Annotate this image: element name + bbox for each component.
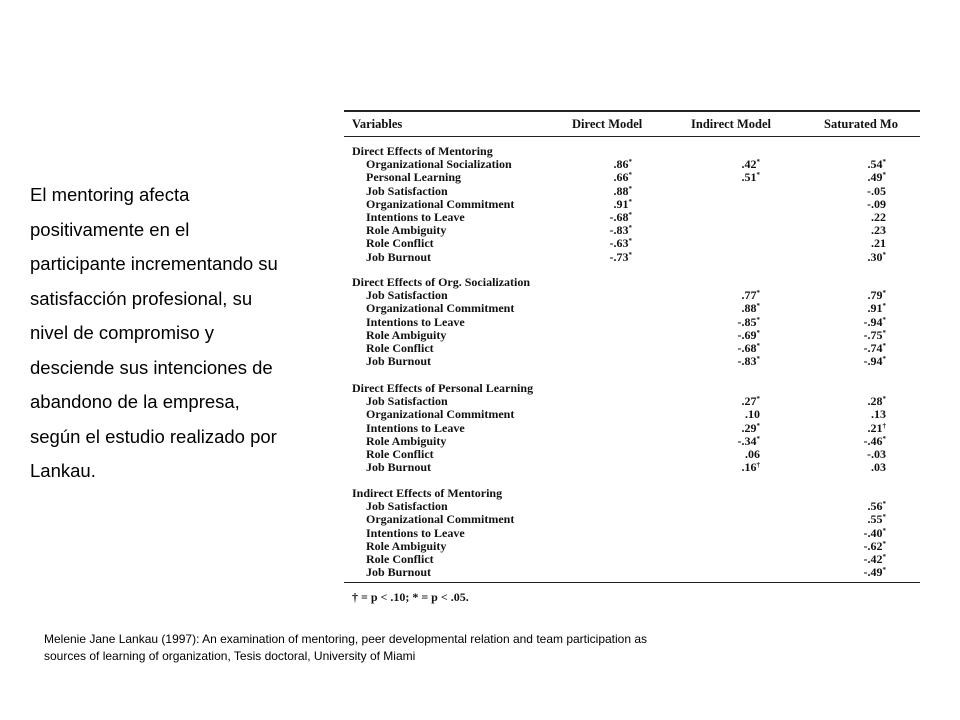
- significance-mark: *: [756, 289, 760, 298]
- cell-saturated: [836, 565, 886, 580]
- cell-saturated: [836, 354, 886, 369]
- table-row: [344, 512, 920, 525]
- row-label: Role Conflict: [366, 552, 434, 566]
- body-text-line: Lankau.: [30, 460, 96, 481]
- table-row: [344, 288, 920, 301]
- table-row: [344, 250, 920, 263]
- cell-value: -.40: [863, 525, 883, 540]
- row-label: Organizational Commitment: [366, 196, 515, 211]
- cell-value: .79: [867, 288, 883, 303]
- row-label: Intentions to Leave: [366, 314, 465, 329]
- significance-mark: *: [882, 158, 886, 167]
- row-label: Role Conflict: [366, 341, 434, 355]
- row-label: Organizational Commitment: [366, 407, 515, 422]
- results-table: [344, 100, 920, 606]
- table-row: [344, 421, 920, 434]
- significance-mark: *: [756, 434, 760, 443]
- row-label: Job Burnout: [366, 249, 432, 264]
- cell-value: .91: [867, 301, 883, 316]
- table-row: [344, 565, 920, 578]
- cell-value: .29: [741, 420, 757, 435]
- cell-value: -.68: [609, 210, 629, 224]
- cell-value: .86: [613, 157, 629, 172]
- table-row: [344, 539, 920, 552]
- section-title: [344, 275, 920, 288]
- row-label: Job Satisfaction: [366, 394, 448, 409]
- significance-mark: *: [882, 171, 886, 180]
- significance-mark: *: [628, 158, 632, 167]
- header-variables: Variables: [352, 117, 403, 131]
- significance-mark: *: [628, 237, 632, 246]
- row-label: Job Burnout: [366, 460, 432, 475]
- cell-value: -.94: [863, 314, 883, 329]
- table-top-rule: [344, 110, 920, 112]
- row-label: Role Conflict: [366, 236, 434, 251]
- cell-value: .54: [867, 157, 883, 172]
- table-row: [344, 460, 920, 473]
- significance-mark: *: [628, 250, 632, 259]
- cell-value: .88: [741, 301, 757, 316]
- significance-mark: †: [756, 461, 760, 470]
- cell-value: -.49: [863, 565, 883, 580]
- significance-mark: *: [882, 539, 886, 548]
- table-row: [344, 301, 920, 314]
- table-row: [344, 354, 920, 367]
- body-text-line: El mentoring afecta: [30, 184, 190, 205]
- cell-value: -.05: [867, 183, 886, 198]
- table-bottom-rule: [344, 582, 920, 583]
- cell-value: -.46: [863, 433, 883, 448]
- cell-value: -.62: [863, 538, 883, 553]
- cell-value: .13: [871, 407, 886, 422]
- cell-value: .21: [871, 236, 886, 251]
- cell-value: .16: [741, 460, 757, 475]
- cell-value: .51: [741, 170, 757, 185]
- section-title-text: Indirect Effects of Mentoring: [352, 486, 503, 500]
- cell-indirect: [710, 460, 760, 475]
- table-row: [344, 170, 920, 183]
- body-text-line: abandono de la empresa,: [30, 391, 240, 412]
- section-title: [344, 486, 920, 499]
- table-footnote: † = p < .10; * = p < .05.: [352, 590, 469, 604]
- table-row: [344, 499, 920, 512]
- cell-value: .22: [871, 210, 886, 224]
- significance-mark: *: [882, 566, 886, 575]
- table-row: [344, 341, 920, 354]
- row-label: Job Burnout: [366, 565, 432, 580]
- body-text-line: según el estudio realizado por: [30, 425, 277, 447]
- cell-value: -.34: [737, 433, 757, 448]
- significance-mark: *: [882, 526, 886, 535]
- significance-mark: *: [628, 197, 632, 206]
- row-label: Role Conflict: [366, 447, 434, 461]
- table-row: [344, 157, 920, 170]
- cell-value: .91: [613, 196, 629, 211]
- row-label: Intentions to Leave: [366, 420, 465, 435]
- significance-mark: *: [882, 342, 886, 350]
- citation: [44, 631, 924, 665]
- cell-saturated: [836, 250, 886, 265]
- significance-mark: *: [756, 315, 760, 324]
- cell-value: .42: [741, 157, 757, 172]
- citation-line: sources of learning of organization, Tesis doctoral, University of Miami: [44, 649, 416, 663]
- row-label: Personal Learning: [366, 170, 461, 185]
- row-label: Intentions to Leave: [366, 210, 465, 224]
- significance-mark: †: [882, 421, 886, 430]
- cell-value: .21: [867, 420, 883, 435]
- significance-mark: *: [628, 211, 632, 219]
- row-label: Organizational Commitment: [366, 301, 515, 316]
- significance-mark: *: [756, 421, 760, 430]
- significance-mark: *: [628, 171, 632, 180]
- row-label: Intentions to Leave: [366, 525, 465, 540]
- significance-mark: *: [756, 342, 760, 350]
- cell-value: -.03: [867, 447, 886, 461]
- header-indirect-model: Indirect Model: [691, 117, 771, 131]
- body-text-line: nivel de compromiso y: [30, 322, 215, 343]
- table-header-rule: [344, 136, 920, 137]
- slide-body-text: [30, 178, 330, 489]
- cell-value: -.94: [863, 354, 883, 369]
- table-row: [344, 236, 920, 249]
- row-label: Role Ambiguity: [366, 327, 447, 342]
- significance-mark: *: [882, 500, 886, 509]
- table-row: [344, 407, 920, 420]
- cell-value: -.09: [867, 196, 886, 211]
- significance-mark: *: [882, 355, 886, 364]
- table-row: [344, 315, 920, 328]
- cell-value: -.83: [609, 223, 629, 238]
- row-label: Role Ambiguity: [366, 223, 447, 238]
- significance-mark: *: [882, 315, 886, 324]
- cell-value: -.83: [737, 354, 757, 369]
- table-row: [344, 552, 920, 565]
- cell-saturated: [836, 460, 886, 475]
- significance-mark: *: [882, 328, 886, 337]
- row-label: Role Ambiguity: [366, 538, 447, 553]
- body-text-line: positivamente en el: [30, 218, 190, 240]
- cell-value: .06: [745, 447, 760, 461]
- section-title: [344, 144, 920, 157]
- table-row: [344, 526, 920, 539]
- cell-value: -.74: [863, 341, 883, 355]
- significance-mark: *: [882, 302, 886, 311]
- header-saturated-model: Saturated Mo: [824, 117, 898, 131]
- section-title: [344, 381, 920, 394]
- row-label: Organizational Socialization: [366, 157, 512, 172]
- table-row: [344, 210, 920, 223]
- cell-value: .23: [871, 223, 886, 238]
- row-label: Job Satisfaction: [366, 183, 448, 198]
- significance-mark: *: [882, 513, 886, 522]
- section-title-text: Direct Effects of Mentoring: [352, 144, 493, 158]
- cell-value: .56: [867, 499, 883, 514]
- table-row: [344, 328, 920, 341]
- cell-value: -.85: [737, 314, 757, 329]
- significance-mark: *: [628, 184, 632, 193]
- cell-value: .10: [745, 407, 760, 422]
- cell-value: -.73: [609, 249, 629, 264]
- cell-value: -.69: [737, 327, 757, 342]
- table-row: [344, 223, 920, 236]
- body-text-line: satisfacción profesional, su: [30, 287, 253, 309]
- cell-value: -.68: [737, 341, 757, 355]
- cell-value: .30: [867, 249, 883, 264]
- table-row: [344, 447, 920, 460]
- row-label: Job Satisfaction: [366, 499, 448, 514]
- table-row: [344, 394, 920, 407]
- significance-mark: *: [756, 355, 760, 364]
- cell-value: .55: [867, 512, 883, 527]
- significance-mark: *: [882, 250, 886, 259]
- section-title-text: Direct Effects of Personal Learning: [352, 381, 534, 395]
- cell-value: .28: [867, 394, 883, 409]
- citation-line: Melenie Jane Lankau (1997): An examination of mentoring, peer developmental relation and team participation as: [44, 632, 648, 646]
- row-label: Job Satisfaction: [366, 288, 448, 303]
- cell-value: .03: [871, 460, 886, 475]
- table-row: [344, 184, 920, 197]
- table-row: [344, 197, 920, 210]
- significance-mark: *: [756, 328, 760, 337]
- significance-mark: *: [882, 434, 886, 443]
- cell-indirect: [710, 354, 760, 369]
- row-label: Role Ambiguity: [366, 433, 447, 448]
- cell-value: -.63: [609, 236, 629, 251]
- cell-value: .49: [867, 170, 883, 185]
- significance-mark: *: [756, 171, 760, 180]
- cell-value: .88: [613, 183, 629, 198]
- body-text-line: desciende sus intenciones de: [30, 356, 273, 378]
- cell-value: .66: [613, 170, 629, 185]
- cell-value: -.42: [863, 552, 883, 566]
- cell-value: .27: [741, 394, 757, 409]
- cell-direct: [582, 250, 632, 265]
- header-direct-model: Direct Model: [572, 117, 643, 131]
- significance-mark: *: [882, 395, 886, 404]
- table-row: [344, 434, 920, 447]
- row-label: Organizational Commitment: [366, 512, 515, 527]
- significance-mark: *: [882, 553, 886, 561]
- significance-mark: *: [882, 289, 886, 298]
- significance-mark: *: [756, 395, 760, 404]
- cell-value: -.75: [863, 327, 883, 342]
- significance-mark: *: [756, 302, 760, 311]
- row-label: Job Burnout: [366, 354, 432, 369]
- significance-mark: *: [628, 224, 632, 233]
- significance-mark: *: [756, 158, 760, 167]
- section-title-text: Direct Effects of Org. Socialization: [352, 275, 531, 289]
- cell-value: .77: [741, 288, 757, 303]
- body-text-line: participante incrementando su: [30, 253, 278, 274]
